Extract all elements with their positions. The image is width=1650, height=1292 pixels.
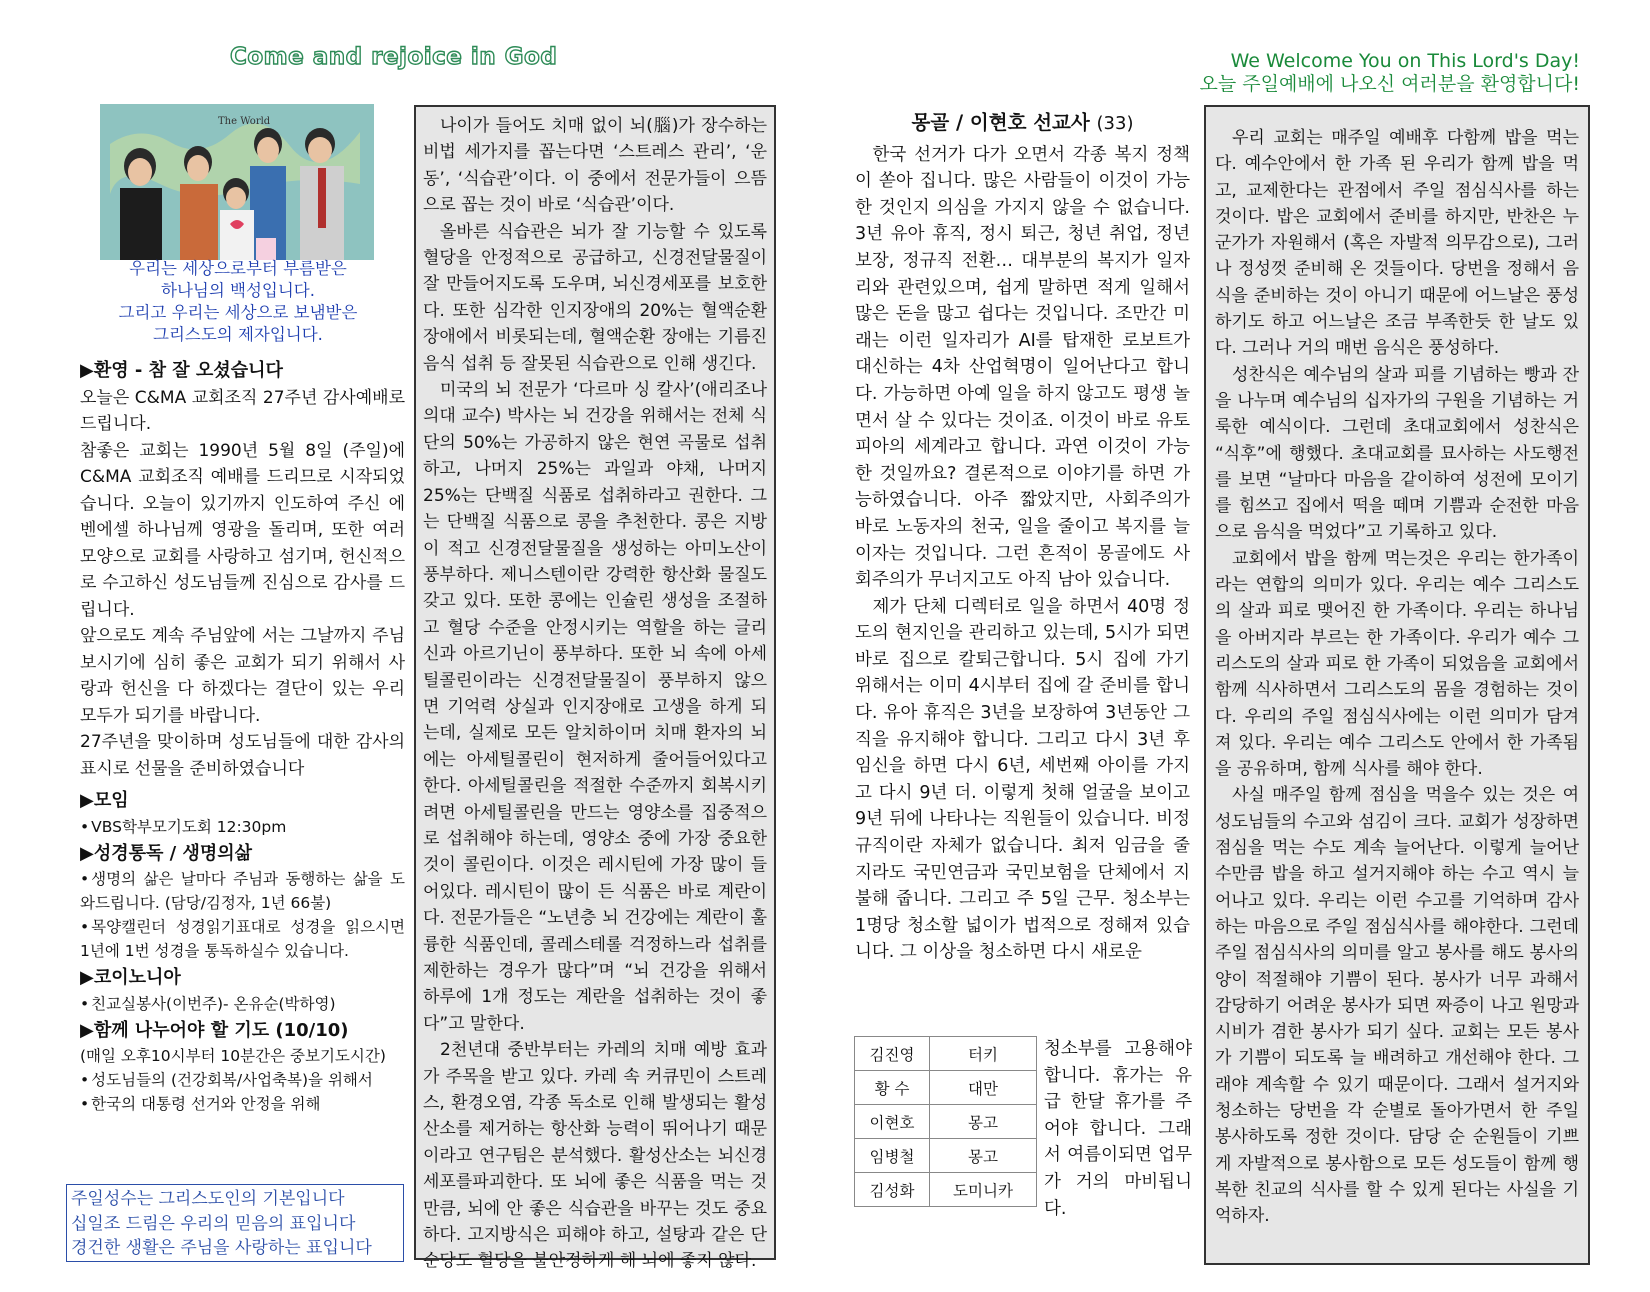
missionary-country: 도미니카: [930, 1173, 1037, 1207]
photo-caption: [88, 258, 388, 346]
article-paragraph: 나이가 들어도 치매 없이 뇌(腦)가 장수하는 비법 세가지를 꼽는다면 ‘스트레스 관리’, ‘운동’, ‘식습관’이다. 이 중에서 전문가들이 으뜸으로 꼽는 것이 바로 ‘식습관’이다.: [423, 116, 767, 216]
motto-box: [66, 1184, 404, 1262]
table-row: [855, 1037, 1037, 1071]
prayer-item: • 성도님들의 (건강회복/사업축복)을 위해서: [80, 1068, 405, 1092]
missionary-paragraph-continued: 청소부를 고용해야 합니다. 휴가는 유급 한달 휴가를 주어야 합니다. 그래서 여름이되면 업무가 거의 마비됩니다.: [1044, 1039, 1192, 1219]
missionaries-table: [854, 1036, 1037, 1207]
meal-article-box: [1204, 105, 1590, 1265]
table-row: [855, 1139, 1037, 1173]
article-paragraph: 사실 매주일 함께 점심을 먹을수 있는 것은 여성도님들의 수고와 섬김이 크다. 교회가 성장하면 점심을 먹는 수도 계속 늘어난다. 이렇게 늘어난 수만큼 밥을 하고 설거지해야 하는 수고 역시 늘어나고 있다. 우리는 이런 수고를 기억하며 감사하는 마음으로 주일 점심식사를 해야한다. 그런데 주일 점심식사의 의미를 알고 봉사를 해도 봉사의 양이 적절해야 기쁨이 된다. 봉사가 너무 과해서 감당하기 어려운 봉사가 되면 짜증이 나고 원망과 시비가 겸한 봉사가 되기 싶다. 교회는 모든 봉사가 기쁨이 되도록 늘 배려하고 개선해야 한다. 그래야 계속할 수 있기 때문이다. 그래서 설거지와 청소하는 당번을 각 순별로 돌아가면서 한 주일 봉사하도록 정한 것이다. 담당 순 순원들이 기쁘게 자발적으로 봉사함으로 모든 성도들이 함께 행복한 친교의 식사를 할 수 있게 된다는 사실을 기억하자.: [1215, 785, 1579, 1227]
welcome-paragraph: 27주년을 맞이하며 성도님들에 대한 감사의 표시로 선물을 준비하였습니다: [80, 732, 405, 779]
missionary-country: 몽고: [930, 1139, 1037, 1173]
missionary-title-text: 몽골 / 이현호 선교사: [911, 111, 1090, 134]
caption-line: 그리고 우리는 세상으로 보냄받은: [118, 303, 358, 322]
missionary-column: [855, 110, 1190, 966]
missionary-paragraph: 한국 선거가 다가 오면서 각종 복지 정책이 쏟아 집니다. 많은 사람들이 이것이 가능한 것인지 의심을 가지지 않을 수 없습니다. 3년 유아 휴직, 정시 퇴근, 청년 취업, 정년 보장, 정규직 전환… 대부분의 복지가 일자리와 관련있으며, 쉽게 말하면 적게 일해서 많은 돈을 많고 쉽다는 것입니다. 조만간 미래는 이런 일자리가 AI를 탑재한 로보트가 대신하는 4차 산업혁명이 일어난다고 합니다. 가능하면 아예 일을 하지 않고도 평생 놀면서 살 수 있다는 것이죠. 이것이 바로 유토피아의 세계라고 합니다. 과연 이것이 가능한 것일까요? 결론적으로 이야기를 하면 가능하였습니다. 아주 짧았지만, 사회주의가 바로 노동자의 천국, 일을 줄이고 복지를 늘이자는 것입니다. 그런 흔적이 몽골에도 사회주의가 무너지고도 아직 남아 있습니다.: [855, 144, 1190, 591]
article-paragraph: 올바른 식습관은 뇌가 잘 기능할 수 있도록 혈당을 안정적으로 공급하고, 신경전달물질이 잘 만들어지도록 도우며, 뇌신경세포를 보호한다. 또한 심각한 인지장애의 20%는 혈액순환 장애에서 비롯되는데, 혈액순환 장애는 기름진 음식 섭취 등 잘못된 식습관으로 인해 생긴다.: [423, 221, 767, 374]
article-paragraph: 미국의 뇌 전문가 ‘다르마 싱 칼사’(애리조나의대 교수) 박사는 뇌 건강을 위해서는 전체 식단의 50%는 가공하지 않은 현연 곡물로 섭취하고, 나머지 25%는 과일과 야채, 나머지 25%는 단백질 식품로 섭취하라고 권한다. 그는 단백질 식품으로 콩을 추천한다. 콩은 지방이 적고 신경전달물질을 생성하는 아미노산이 풍부하다. 제니스텐이란 강력한 항산화 물질도 갖고 있다. 또한 콩에는 인슐린 생성을 조절하고 혈당 수준을 안정시키는 역할을 하는 글리신과 아르기닌이 풍부하다. 또한 뇌 속에 아세틸콜린이라는 신경전달물질이 풍부하지 않으면 기억력 상실과 인지장애로 고생을 하게 되는데, 실제로 모든 알치하이머 치매 환자의 뇌에는 아세틸콜린이 현저하게 줄어들어있다고 한다. 아세틸콜린을 적절한 수준까지 회복시키려면 아세틸콜린을 만드는 영양소를 집중적으로 섭취해야 하는데, 영양소 중에 가장 중요한 것이 콜린이다. 이것은 레시틴에 가장 많이 들어있다. 레시틴이 많이 든 식품은 바로 계란이다. 전문가들은 “노년층 뇌 건강에는 계란이 훌륭한 식품인데, 콜레스테롤 걱정하느라 섭취를 제한하는 경우가 많다”며 “뇌 건강을 위해서 하루에 1개 정도는 계란을 섭취하는 것이 좋다”고 말한다.: [423, 380, 767, 1034]
welcome-korean: 오늘 주일예배에 나오신 여러분을 환영합니다!: [1199, 73, 1580, 95]
missionary-country: 대만: [930, 1071, 1037, 1105]
missionary-paragraph: 제가 단체 디렉터로 일을 하면서 40명 정도의 현지인을 관리하고 있는데, 5시가 되면 바로 집으로 칼퇴근합니다. 5시 집에 가기 위해서는 이미 4시부터 집에 갈 준비를 합니다. 유아 휴직은 3년을 보장하여 3년동안 그 직을 유지해야 합니다. 그리고 다시 3년 후 임신을 하면 다시 6년, 세번째 아이를 가지고 다시 9년 더. 이렇게 첫해 얼굴을 보이고 9년 뒤에 나타나는 직원들이 있습니다. 비정규직이란 자체가 없습니다. 최저 임금을 줄지라도 국민연금과 국민보험을 단체에서 지불해 줍니다. 그리고 주 5일 근무. 청소부는 1명당 청소할 넓이가 법적으로 정해져 있습니다. 그 이상을 청소하면 다시 새로운: [855, 596, 1190, 963]
koinonia-heading: ▶코이노니아: [80, 967, 181, 988]
welcome-paragraph: 참좋은 교회는 1990년 5월 8일 (주일)에 C&MA 교회조직 예배를 드리므로 시작되었습니다. 오늘이 있기까지 인도하여 주신 에벤에셀 하나님께 영광을 돌리며, 또한 여러 모양으로 교회를 사랑하고 섬기며, 헌신적으로 수고하신 성도님들께 진심으로 감사를 드립니다.: [80, 440, 405, 620]
missionary-name: 김진영: [855, 1037, 930, 1071]
bible-item: • 생명의 삶은 날마다 주님과 동행하는 삶을 도와드립니다. (담당/김정자, 1년 66불): [80, 867, 405, 915]
prayer-item: • 한국의 대통령 선거와 안정을 위해: [80, 1092, 405, 1116]
health-article-box: [414, 105, 776, 1272]
bible-heading: ▶성경통독 / 생명의삶: [80, 842, 253, 864]
table-row: [855, 1071, 1037, 1105]
missionary-country: 몽고: [930, 1105, 1037, 1139]
missionary-name: 김성화: [855, 1173, 930, 1207]
article-paragraph: 교회에서 밥을 함께 먹는것은 우리는 한가족이라는 연합의 의미가 있다. 우리는 예수 그리스도의 살과 피로 맺어진 한 가족이다. 우리는 하나님을 아버지라 부르는 한 가족이다. 우리가 예수 그리스도의 살과 피로 한 가족이 되었음을 교회에서 함께 식사하면서 그리스도의 몸을 경험하는 것이다. 우리의 주일 점심식사에는 이런 의미가 담겨져 있다. 우리는 예수 그리스도 안에서 한 가족됨을 공유하며, 함께 식사를 해야 한다.: [1215, 548, 1579, 780]
welcome-paragraph: 오늘은 C&MA 교회조직 27주년 감사예배로 드립니다.: [80, 387, 405, 434]
article-paragraph: 우리 교회는 매주일 예배후 다함께 밥을 먹는다. 예수안에서 한 가족 된 우리가 함께 밥을 먹고, 교제한다는 관점에서 주일 점심식사를 하는 것이다. 밥은 교회에서 준비를 하지만, 반찬은 누군가가 자원해서 (혹은 자발적 의무감으로), 그러나 정성껏 준비해 온 것들이다. 당번을 정해서 음식을 준비하는 것이 아니기 때문에 어느날은 풍성하기도 하고 어느날은 조금 부족한듯 한 날도 있다. 그러나 거의 매번 음식은 풍성하다.: [1215, 128, 1579, 359]
family-photo: [100, 104, 374, 260]
missionary-number: (33): [1096, 113, 1134, 134]
header-slogan: Come and rejoice in God: [230, 44, 558, 70]
announcements-column: [80, 356, 405, 1116]
prayer-note: (매일 오후10시부터 10분간은 중보기도시간): [80, 1047, 386, 1065]
bible-item: • 목양캘린더 성경읽기표대로 성경을 읽으시면 1년에 1번 성경을 통독하실수 있습니다.: [80, 915, 405, 963]
missionary-country: 터키: [930, 1037, 1037, 1071]
motto-line: 십일조 드림은 우리의 믿음의 표입니다: [71, 1213, 356, 1234]
missionary-name: 임병철: [855, 1139, 930, 1173]
family-photo-illustration: [100, 104, 374, 260]
table-row: [855, 1105, 1037, 1139]
caption-line: 하나님의 백성입니다.: [161, 281, 315, 300]
caption-line: 우리는 세상으로부터 부름받은: [129, 259, 347, 278]
meeting-item: • VBS학부모기도회 12:30pm: [80, 815, 405, 839]
article-paragraph: 2천년대 중반부터는 카레의 치매 예방 효과가 주목을 받고 있다. 카레 속 커큐민이 스트레스, 환경오염, 각종 독소로 인해 발생되는 활성산소를 제거하는 항산화 능력이 뛰어나기 때문이라고 연구팀은 분석했다. 활성산소는 뇌신경세포를파괴한다. 또 뇌에 좋은 식품을 먹는 것 만큼, 뇌에 안 좋은 식습관을 바꾸는 것도 중요하다. 고지방식은 피해야 하고, 설탕과 같은 단순당도 혈당을 불안정하게 해 뇌에 좋지 않다.: [423, 1040, 767, 1272]
meeting-heading: ▶모임: [80, 790, 129, 811]
motto-line: 경건한 생활은 주님을 사랑하는 표입니다: [71, 1238, 372, 1258]
caption-line: 그리스도의 제자입니다.: [153, 325, 323, 344]
welcome-paragraph: 앞으로도 계속 주님앞에 서는 그날까지 주님 보시기에 심히 좋은 교회가 되기 위해서 사랑과 헌신을 다 하겠다는 결단이 있는 우리 모두가 되기를 바랍니다.: [80, 626, 405, 726]
motto-line: 주일성수는 그리스도인의 기본입니다: [71, 1189, 345, 1209]
prayer-heading: ▶함께 나누어야 할 기도 (10/10): [80, 1019, 349, 1041]
header-welcome: [1199, 50, 1580, 96]
welcome-heading: ▶환영 - 참 잘 오셨습니다: [80, 360, 283, 381]
table-row: [855, 1173, 1037, 1207]
article-paragraph: 성찬식은 예수님의 살과 피를 기념하는 빵과 잔을 나누며 예수님의 십자가의 구원을 기념하는 거룩한 예식이다. 그런데 초대교회에서 성찬식은 “식후”에 행했다. 초대교회를 묘사하는 사도행전를 보면 “날마다 마음을 같이하여 성전에 모이기를 힘쓰고 집에서 떡을 떼며 기쁨과 순전한 마음으로 음식을 먹었다”고 기록하고 있다.: [1215, 364, 1579, 543]
missionary-name: 황 수: [855, 1071, 930, 1105]
missionary-title: [855, 110, 1190, 138]
missionary-name: 이현호: [855, 1105, 930, 1139]
koinonia-item: • 친교실봉사(이번주)- 온유순(박하영): [80, 992, 405, 1016]
welcome-english: We Welcome You on This Lord's Day!: [1230, 50, 1580, 72]
wall-text: The World: [218, 116, 271, 127]
